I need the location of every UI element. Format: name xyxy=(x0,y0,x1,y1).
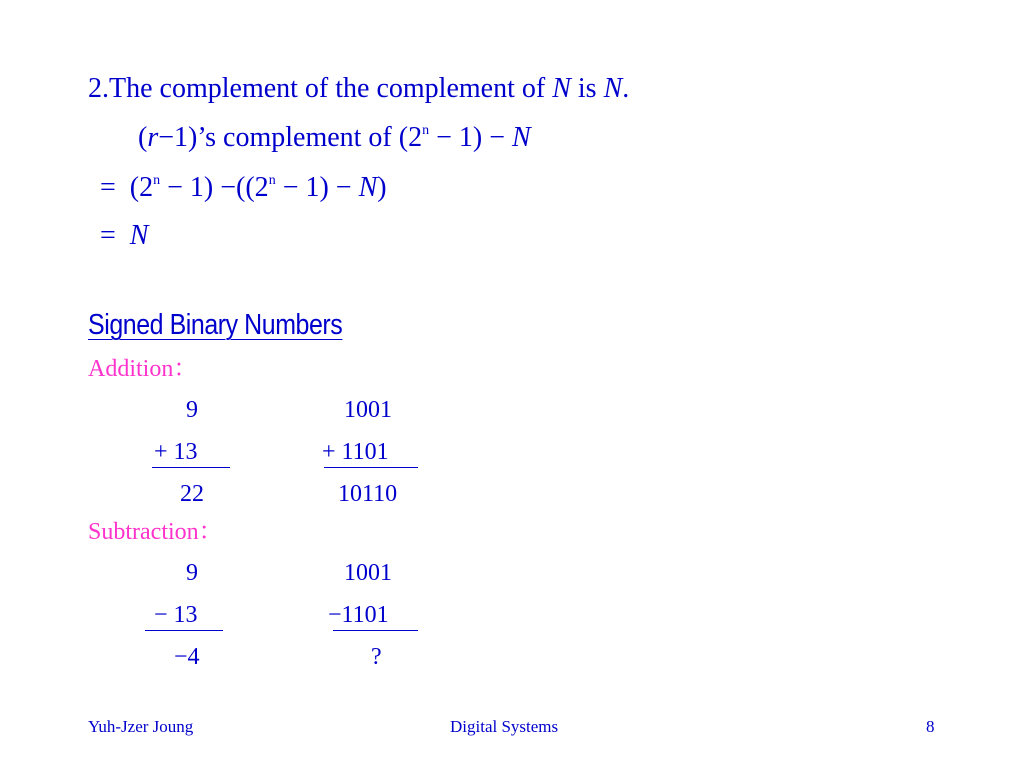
text: − 1) −((2 xyxy=(160,172,269,203)
superscript-n: n xyxy=(422,123,430,138)
complement-line-1 xyxy=(88,72,629,106)
subtraction-binary-operand: −1101 xyxy=(328,602,389,628)
subtraction-label: Subtraction： xyxy=(88,519,223,545)
text: − 1) − xyxy=(429,122,512,153)
text: 2.The complement of the complement of xyxy=(88,73,553,104)
var-n: N xyxy=(358,172,378,203)
subtraction-decimal-operand: − 13 xyxy=(154,602,198,628)
equals-sign: = xyxy=(100,220,116,251)
addition-binary-operand: + 1101 xyxy=(322,439,389,465)
text: (2 xyxy=(129,172,154,203)
complement-line-3 xyxy=(100,171,387,210)
addition-label: Addition： xyxy=(88,356,198,382)
subtraction-decimal-rule xyxy=(145,630,223,631)
subtraction-binary-top: 1001 xyxy=(344,560,392,586)
signed-binary-heading: Signed Binary Numbers xyxy=(88,309,343,341)
superscript-n: n xyxy=(153,173,161,188)
var-r: r xyxy=(147,122,159,153)
superscript-n: n xyxy=(268,173,276,188)
addition-decimal-result: 22 xyxy=(180,481,204,507)
text: . xyxy=(622,73,630,104)
text: is xyxy=(570,73,604,104)
complement-line-2 xyxy=(138,121,531,160)
footer-page-number: 8 xyxy=(926,717,935,736)
addition-decimal-rule xyxy=(152,467,230,468)
text: − 1) − xyxy=(275,172,359,203)
var-n: N xyxy=(129,220,149,251)
var-n: N xyxy=(511,122,531,153)
footer-author: Yuh-Jzer Joung xyxy=(88,717,194,736)
complement-line-4 xyxy=(100,219,148,253)
var-n: N xyxy=(603,73,623,104)
text: ) xyxy=(377,172,387,203)
subtraction-binary-result: ? xyxy=(371,644,382,670)
addition-binary-rule xyxy=(324,467,418,468)
addition-binary-top: 1001 xyxy=(344,397,392,423)
text: −1)’s complement of (2 xyxy=(158,122,423,153)
footer-course: Digital Systems xyxy=(450,717,559,736)
var-n: N xyxy=(552,73,571,104)
subtraction-decimal-result: −4 xyxy=(174,644,200,670)
subtraction-binary-rule xyxy=(333,630,418,631)
addition-decimal-top: 9 xyxy=(186,397,198,423)
subtraction-decimal-top: 9 xyxy=(186,560,198,586)
addition-decimal-operand: + 13 xyxy=(154,439,198,465)
text: ( xyxy=(138,122,148,153)
addition-binary-result: 10110 xyxy=(338,481,398,507)
equals-sign: = xyxy=(100,172,116,203)
